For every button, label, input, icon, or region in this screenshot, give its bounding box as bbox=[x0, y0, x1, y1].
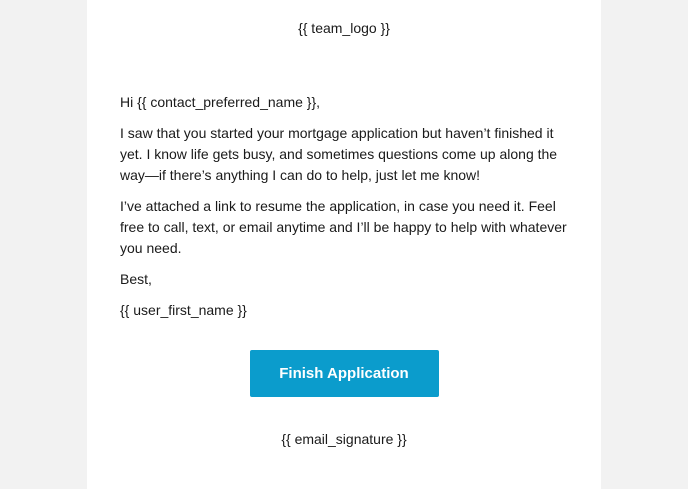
closing: Best, bbox=[120, 271, 152, 287]
paragraph-resume: I’ve attached a link to resume the application, in case you need it. Feel free to call, text, or email anytime and I’ll be happy to help with whatever you need. bbox=[120, 198, 567, 256]
cta-container bbox=[87, 350, 601, 397]
greeting: Hi {{ contact_preferred_name }}, bbox=[120, 94, 321, 110]
email-body bbox=[120, 92, 568, 331]
sender-name: {{ user_first_name }} bbox=[120, 302, 247, 318]
email-signature-placeholder: {{ email_signature }} bbox=[281, 431, 407, 447]
finish-application-button[interactable]: Finish Application bbox=[250, 350, 439, 397]
email-card bbox=[87, 0, 601, 489]
team-logo-placeholder: {{ team_logo }} bbox=[298, 20, 390, 36]
paragraph-intro: I saw that you started your mortgage application but haven’t finished it yet. I know life gets busy, and sometimes questions come up along the way—if there’s anything I can do to help, just let me know! bbox=[120, 125, 558, 183]
